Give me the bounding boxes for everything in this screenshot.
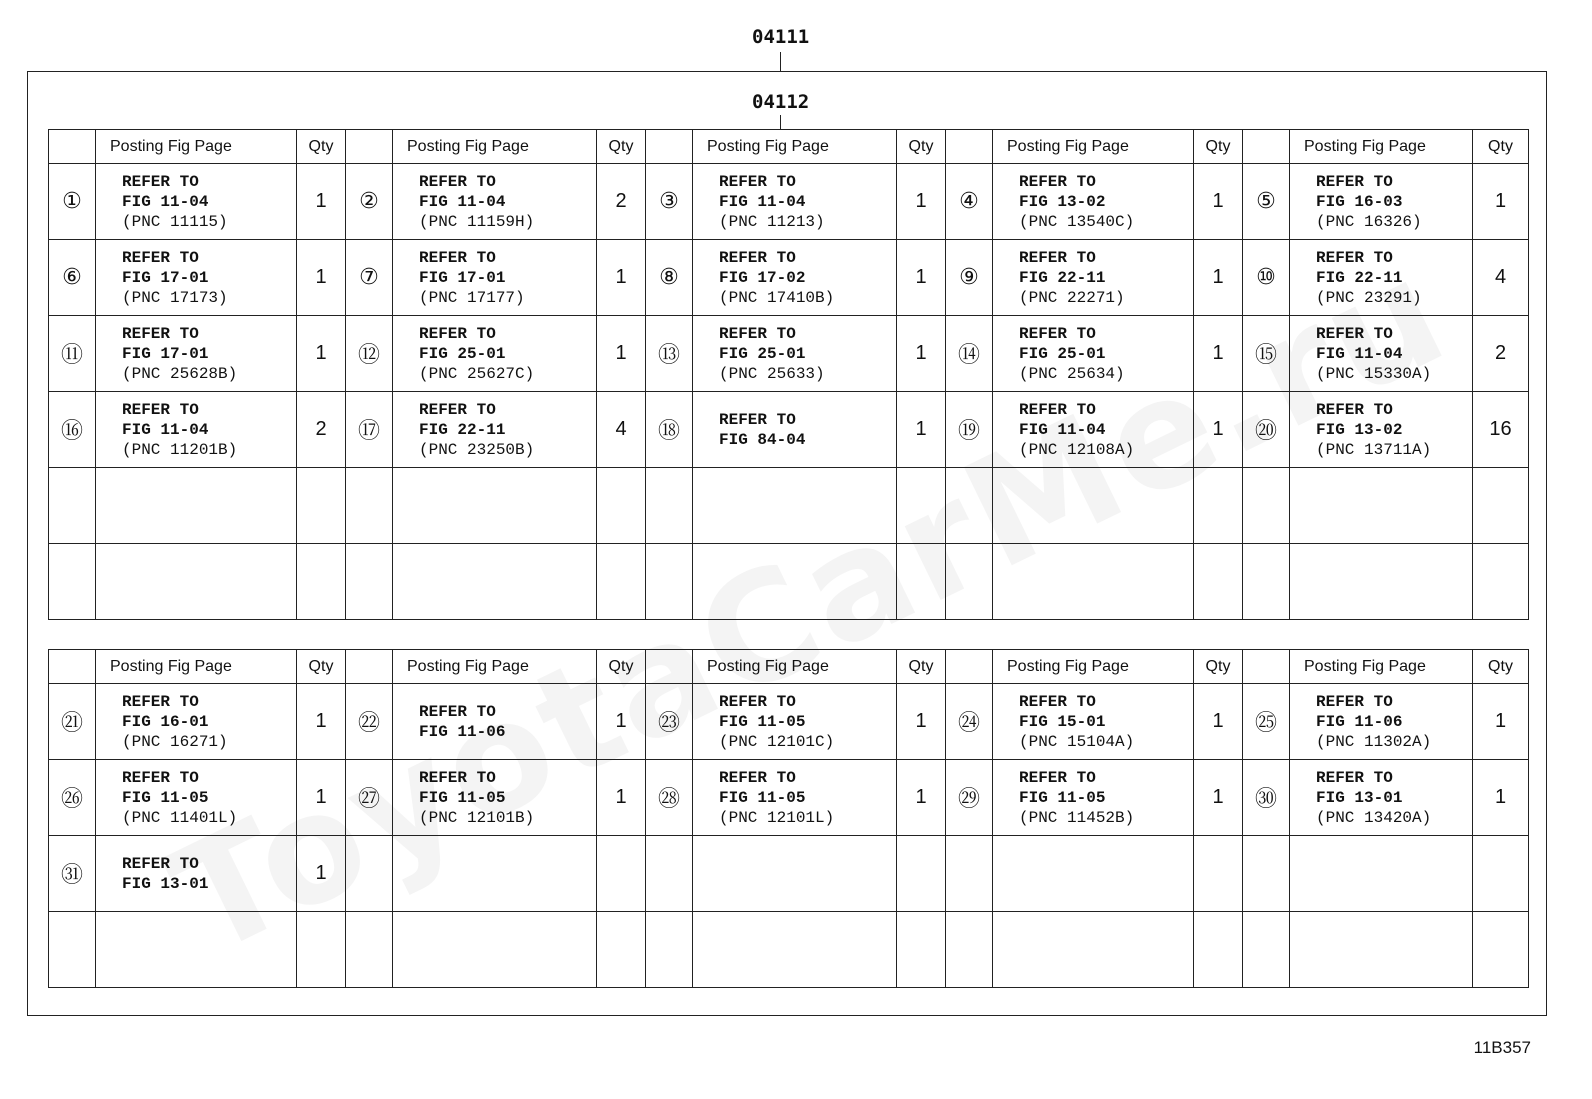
item-number: ④ — [946, 164, 993, 240]
refer-to-text: REFER TO — [419, 400, 496, 419]
header-index-cell — [1243, 650, 1290, 684]
refer-to-text: REFER TO — [1019, 692, 1096, 711]
refer-to-text: REFER TO — [1019, 400, 1096, 419]
qty-value — [597, 912, 646, 988]
reference-cell — [693, 836, 897, 912]
reference-cell — [693, 684, 897, 760]
qty-value: 1 — [297, 684, 346, 760]
qty-value: 1 — [597, 316, 646, 392]
pnc-text: (PNC 12101B) — [419, 808, 535, 827]
refer-to-text: REFER TO — [1019, 172, 1096, 191]
pnc-text: (PNC 17410B) — [719, 288, 835, 307]
refer-to-text: REFER TO — [122, 768, 199, 787]
reference-cell — [393, 316, 597, 392]
reference-cell — [96, 912, 297, 988]
qty-value — [897, 468, 946, 544]
qty-value: 1 — [1194, 392, 1243, 468]
refer-to-text: REFER TO — [122, 324, 199, 343]
pnc-text: (PNC 11213) — [719, 212, 825, 231]
item-number: ⑫ — [346, 316, 393, 392]
item-number: ⑬ — [646, 316, 693, 392]
item-number: ⑤ — [1243, 164, 1290, 240]
item-number: ② — [346, 164, 393, 240]
refer-to-text: REFER TO — [419, 324, 496, 343]
item-number: ㉖ — [49, 760, 96, 836]
pnc-text: (PNC 22271) — [1019, 288, 1125, 307]
pnc-text: (PNC 11302A) — [1316, 732, 1432, 751]
header-index-cell — [49, 650, 96, 684]
qty-value: 1 — [1194, 684, 1243, 760]
reference-cell — [993, 316, 1194, 392]
item-number: ㉓ — [646, 684, 693, 760]
fig-page-text: FIG 11-04 — [1316, 344, 1403, 363]
pnc-text: (PNC 15104A) — [1019, 732, 1135, 751]
table-row — [49, 684, 1529, 760]
fig-page-text: FIG 11-05 — [719, 712, 806, 731]
item-number: ③ — [646, 164, 693, 240]
reference-cell — [1290, 392, 1473, 468]
reference-cell — [693, 544, 897, 620]
fig-page-text: FIG 17-02 — [719, 268, 806, 287]
pnc-text: (PNC 11115) — [122, 212, 228, 231]
qty-value — [1194, 836, 1243, 912]
refer-to-text: REFER TO — [122, 248, 199, 267]
pnc-text: (PNC 23250B) — [419, 440, 535, 459]
pnc-text: (PNC 25634) — [1019, 364, 1125, 383]
item-number: ⑱ — [646, 392, 693, 468]
qty-value: 2 — [297, 392, 346, 468]
item-number: ㉙ — [946, 760, 993, 836]
refer-to-text: REFER TO — [122, 172, 199, 191]
table-row — [49, 836, 1529, 912]
refer-to-text: REFER TO — [719, 248, 796, 267]
qty-value: 1 — [897, 316, 946, 392]
reference-cell — [393, 240, 597, 316]
qty-value — [1194, 544, 1243, 620]
qty-value — [297, 912, 346, 988]
reference-cell — [96, 316, 297, 392]
item-number: ⑩ — [1243, 240, 1290, 316]
item-number: ⑨ — [946, 240, 993, 316]
header-index-cell — [646, 130, 693, 164]
reference-cell — [393, 468, 597, 544]
refer-to-text: REFER TO — [719, 692, 796, 711]
pnc-text: (PNC 16271) — [122, 732, 228, 751]
fig-page-text: FIG 11-04 — [419, 192, 506, 211]
fig-page-text: FIG 17-01 — [122, 344, 209, 363]
qty-value — [897, 836, 946, 912]
fig-page-text: FIG 11-06 — [1316, 712, 1403, 731]
item-number: ⑥ — [49, 240, 96, 316]
reference-cell — [1290, 544, 1473, 620]
refer-to-text: REFER TO — [122, 854, 199, 873]
refer-to-text: REFER TO — [419, 702, 496, 721]
reference-cell — [693, 392, 897, 468]
qty-value: 1 — [1473, 164, 1529, 240]
reference-cell — [96, 392, 297, 468]
fig-page-text: FIG 11-04 — [122, 420, 209, 439]
item-number — [646, 544, 693, 620]
item-number: ⑮ — [1243, 316, 1290, 392]
header-index-cell — [646, 650, 693, 684]
qty-value: 1 — [297, 316, 346, 392]
header-index-cell — [946, 130, 993, 164]
reference-cell — [693, 240, 897, 316]
pnc-text: (PNC 17173) — [122, 288, 228, 307]
reference-cell — [96, 836, 297, 912]
qty-value: 4 — [597, 392, 646, 468]
item-number: ㉒ — [346, 684, 393, 760]
refer-to-text: REFER TO — [1316, 400, 1393, 419]
table-row — [49, 468, 1529, 544]
item-number: ㉘ — [646, 760, 693, 836]
item-number — [1243, 544, 1290, 620]
item-number: ⑧ — [646, 240, 693, 316]
pnc-text: (PNC 16326) — [1316, 212, 1422, 231]
fig-page-text: FIG 22-11 — [1019, 268, 1106, 287]
item-number: ⑦ — [346, 240, 393, 316]
reference-cell — [393, 760, 597, 836]
refer-to-text: REFER TO — [419, 248, 496, 267]
header-qty: Qty — [1194, 650, 1243, 684]
item-number: ㉚ — [1243, 760, 1290, 836]
table-row — [49, 544, 1529, 620]
reference-cell — [1290, 240, 1473, 316]
fig-page-text: FIG 25-01 — [1019, 344, 1106, 363]
refer-to-text: REFER TO — [419, 768, 496, 787]
refer-to-text: REFER TO — [719, 410, 796, 429]
reference-cell — [993, 392, 1194, 468]
reference-cell — [96, 164, 297, 240]
pnc-text: (PNC 25633) — [719, 364, 825, 383]
inner-assembly-code: 04112 — [752, 91, 810, 113]
qty-value — [897, 912, 946, 988]
refer-to-text: REFER TO — [1019, 324, 1096, 343]
header-qty: Qty — [1473, 130, 1529, 164]
table-row — [49, 316, 1529, 392]
header-qty: Qty — [297, 130, 346, 164]
pnc-text: (PNC 12101C) — [719, 732, 835, 751]
qty-value — [597, 468, 646, 544]
header-index-cell — [946, 650, 993, 684]
qty-value — [1473, 468, 1529, 544]
reference-cell — [393, 912, 597, 988]
header-row — [49, 130, 1529, 164]
refer-to-text: REFER TO — [719, 768, 796, 787]
refer-to-text: REFER TO — [1019, 768, 1096, 787]
item-number: ⑳ — [1243, 392, 1290, 468]
fig-page-text: FIG 17-01 — [122, 268, 209, 287]
reference-cell — [993, 684, 1194, 760]
refer-to-text: REFER TO — [122, 692, 199, 711]
item-number: ⑲ — [946, 392, 993, 468]
header-row — [49, 650, 1529, 684]
qty-value — [1194, 912, 1243, 988]
qty-value: 1 — [1473, 684, 1529, 760]
item-number — [346, 468, 393, 544]
item-number — [946, 468, 993, 544]
reference-cell — [1290, 836, 1473, 912]
fig-page-text: FIG 11-05 — [719, 788, 806, 807]
reference-cell — [96, 760, 297, 836]
qty-value: 1 — [1473, 760, 1529, 836]
item-number: ⑪ — [49, 316, 96, 392]
reference-cell — [693, 316, 897, 392]
item-number — [1243, 836, 1290, 912]
reference-cell — [993, 912, 1194, 988]
fig-page-text: FIG 16-03 — [1316, 192, 1403, 211]
pnc-text: (PNC 13711A) — [1316, 440, 1432, 459]
qty-value: 1 — [297, 836, 346, 912]
parts-table-bottom — [48, 649, 1529, 988]
reference-cell — [693, 164, 897, 240]
qty-value: 1 — [897, 684, 946, 760]
header-qty: Qty — [897, 650, 946, 684]
fig-page-text: FIG 17-01 — [419, 268, 506, 287]
qty-value: 1 — [897, 760, 946, 836]
fig-page-text: FIG 11-05 — [1019, 788, 1106, 807]
qty-value: 1 — [597, 240, 646, 316]
qty-value: 16 — [1473, 392, 1529, 468]
refer-to-text: REFER TO — [1316, 172, 1393, 191]
qty-value: 1 — [1194, 164, 1243, 240]
reference-cell — [1290, 164, 1473, 240]
qty-value — [1473, 836, 1529, 912]
qty-value: 4 — [1473, 240, 1529, 316]
table-row — [49, 760, 1529, 836]
qty-value — [297, 544, 346, 620]
refer-to-text: REFER TO — [1316, 768, 1393, 787]
qty-value: 1 — [297, 240, 346, 316]
header-index-cell — [49, 130, 96, 164]
fig-page-text: FIG 22-11 — [419, 420, 506, 439]
reference-cell — [393, 164, 597, 240]
fig-page-text: FIG 11-05 — [122, 788, 209, 807]
item-number — [49, 912, 96, 988]
pnc-text: (PNC 11159H) — [419, 212, 535, 231]
item-number — [646, 912, 693, 988]
item-number — [946, 912, 993, 988]
qty-value — [297, 468, 346, 544]
header-index-cell — [346, 650, 393, 684]
qty-value — [1473, 544, 1529, 620]
refer-to-text: REFER TO — [1316, 324, 1393, 343]
pnc-text: (PNC 12101L) — [719, 808, 835, 827]
qty-value — [897, 544, 946, 620]
item-number: ㉛ — [49, 836, 96, 912]
item-number — [1243, 912, 1290, 988]
reference-cell — [1290, 912, 1473, 988]
reference-cell — [993, 240, 1194, 316]
pnc-text: (PNC 11452B) — [1019, 808, 1135, 827]
header-qty: Qty — [597, 130, 646, 164]
header-qty: Qty — [597, 650, 646, 684]
refer-to-text: REFER TO — [1316, 248, 1393, 267]
pnc-text: (PNC 15330A) — [1316, 364, 1432, 383]
pnc-text: (PNC 12108A) — [1019, 440, 1135, 459]
header-posting-fig-page: Posting Fig Page — [993, 650, 1194, 684]
fig-page-text: FIG 11-06 — [419, 722, 506, 741]
reference-cell — [993, 468, 1194, 544]
qty-value: 1 — [1194, 240, 1243, 316]
header-posting-fig-page: Posting Fig Page — [693, 650, 897, 684]
qty-value: 2 — [597, 164, 646, 240]
reference-cell — [993, 164, 1194, 240]
qty-value — [597, 836, 646, 912]
qty-value: 2 — [1473, 316, 1529, 392]
refer-to-text: REFER TO — [719, 172, 796, 191]
outer-leader-line — [780, 52, 781, 71]
fig-page-text: FIG 13-01 — [122, 874, 209, 893]
fig-page-text: FIG 25-01 — [719, 344, 806, 363]
reference-cell — [693, 760, 897, 836]
fig-page-text: FIG 16-01 — [122, 712, 209, 731]
reference-cell — [1290, 468, 1473, 544]
qty-value: 1 — [897, 240, 946, 316]
table-row — [49, 392, 1529, 468]
qty-value — [1194, 468, 1243, 544]
reference-cell — [393, 544, 597, 620]
table-row — [49, 164, 1529, 240]
fig-page-text: FIG 13-02 — [1019, 192, 1106, 211]
reference-cell — [1290, 316, 1473, 392]
pnc-text: (PNC 13420A) — [1316, 808, 1432, 827]
item-number — [346, 912, 393, 988]
pnc-text: (PNC 13540C) — [1019, 212, 1135, 231]
qty-value: 1 — [897, 392, 946, 468]
item-number — [946, 544, 993, 620]
header-posting-fig-page: Posting Fig Page — [393, 130, 597, 164]
fig-page-text: FIG 13-02 — [1316, 420, 1403, 439]
reference-cell — [96, 684, 297, 760]
refer-to-text: REFER TO — [719, 324, 796, 343]
qty-value: 1 — [1194, 760, 1243, 836]
item-number: ⑭ — [946, 316, 993, 392]
qty-value: 1 — [597, 684, 646, 760]
item-number: ⑯ — [49, 392, 96, 468]
item-number: ① — [49, 164, 96, 240]
item-number: ㉔ — [946, 684, 993, 760]
outer-assembly-code: 04111 — [752, 26, 810, 48]
table-row — [49, 912, 1529, 988]
qty-value — [597, 544, 646, 620]
fig-page-text: FIG 15-01 — [1019, 712, 1106, 731]
header-posting-fig-page: Posting Fig Page — [393, 650, 597, 684]
pnc-text: (PNC 25627C) — [419, 364, 535, 383]
item-number — [1243, 468, 1290, 544]
header-index-cell — [1243, 130, 1290, 164]
reference-cell — [393, 684, 597, 760]
reference-cell — [993, 836, 1194, 912]
header-posting-fig-page: Posting Fig Page — [693, 130, 897, 164]
item-number — [346, 836, 393, 912]
header-posting-fig-page: Posting Fig Page — [1290, 130, 1473, 164]
parts-table-top — [48, 129, 1529, 620]
qty-value: 1 — [1194, 316, 1243, 392]
qty-value — [1473, 912, 1529, 988]
reference-cell — [393, 836, 597, 912]
fig-page-text: FIG 84-04 — [719, 430, 806, 449]
item-number — [646, 836, 693, 912]
inner-leader-line — [780, 115, 781, 130]
header-qty: Qty — [1473, 650, 1529, 684]
item-number — [346, 544, 393, 620]
reference-cell — [96, 544, 297, 620]
refer-to-text: REFER TO — [122, 400, 199, 419]
qty-value: 1 — [597, 760, 646, 836]
refer-to-text: REFER TO — [1316, 692, 1393, 711]
refer-to-text: REFER TO — [419, 172, 496, 191]
pnc-text: (PNC 17177) — [419, 288, 525, 307]
fig-page-text: FIG 11-05 — [419, 788, 506, 807]
fig-page-text: FIG 11-04 — [719, 192, 806, 211]
reference-cell — [393, 392, 597, 468]
item-number: ㉗ — [346, 760, 393, 836]
reference-cell — [96, 468, 297, 544]
item-number: ㉕ — [1243, 684, 1290, 760]
refer-to-text: REFER TO — [1019, 248, 1096, 267]
fig-page-text: FIG 22-11 — [1316, 268, 1403, 287]
item-number — [49, 544, 96, 620]
qty-value: 1 — [297, 164, 346, 240]
table-row — [49, 240, 1529, 316]
fig-page-text: FIG 13-01 — [1316, 788, 1403, 807]
header-posting-fig-page: Posting Fig Page — [96, 650, 297, 684]
header-qty: Qty — [297, 650, 346, 684]
header-qty: Qty — [897, 130, 946, 164]
qty-value: 1 — [897, 164, 946, 240]
header-posting-fig-page: Posting Fig Page — [1290, 650, 1473, 684]
pnc-text: (PNC 23291) — [1316, 288, 1422, 307]
reference-cell — [693, 912, 897, 988]
pnc-text: (PNC 11401L) — [122, 808, 238, 827]
figure-code: 11B357 — [1473, 1038, 1531, 1057]
item-number: ㉑ — [49, 684, 96, 760]
qty-value: 1 — [297, 760, 346, 836]
header-index-cell — [346, 130, 393, 164]
reference-cell — [993, 760, 1194, 836]
fig-page-text: FIG 25-01 — [419, 344, 506, 363]
item-number — [646, 468, 693, 544]
header-qty: Qty — [1194, 130, 1243, 164]
reference-cell — [993, 544, 1194, 620]
reference-cell — [693, 468, 897, 544]
reference-cell — [1290, 684, 1473, 760]
fig-page-text: FIG 11-04 — [1019, 420, 1106, 439]
pnc-text: (PNC 11201B) — [122, 440, 238, 459]
item-number: ⑰ — [346, 392, 393, 468]
header-posting-fig-page: Posting Fig Page — [96, 130, 297, 164]
reference-cell — [96, 240, 297, 316]
item-number — [946, 836, 993, 912]
item-number — [49, 468, 96, 544]
reference-cell — [1290, 760, 1473, 836]
fig-page-text: FIG 11-04 — [122, 192, 209, 211]
header-posting-fig-page: Posting Fig Page — [993, 130, 1194, 164]
pnc-text: (PNC 25628B) — [122, 364, 238, 383]
